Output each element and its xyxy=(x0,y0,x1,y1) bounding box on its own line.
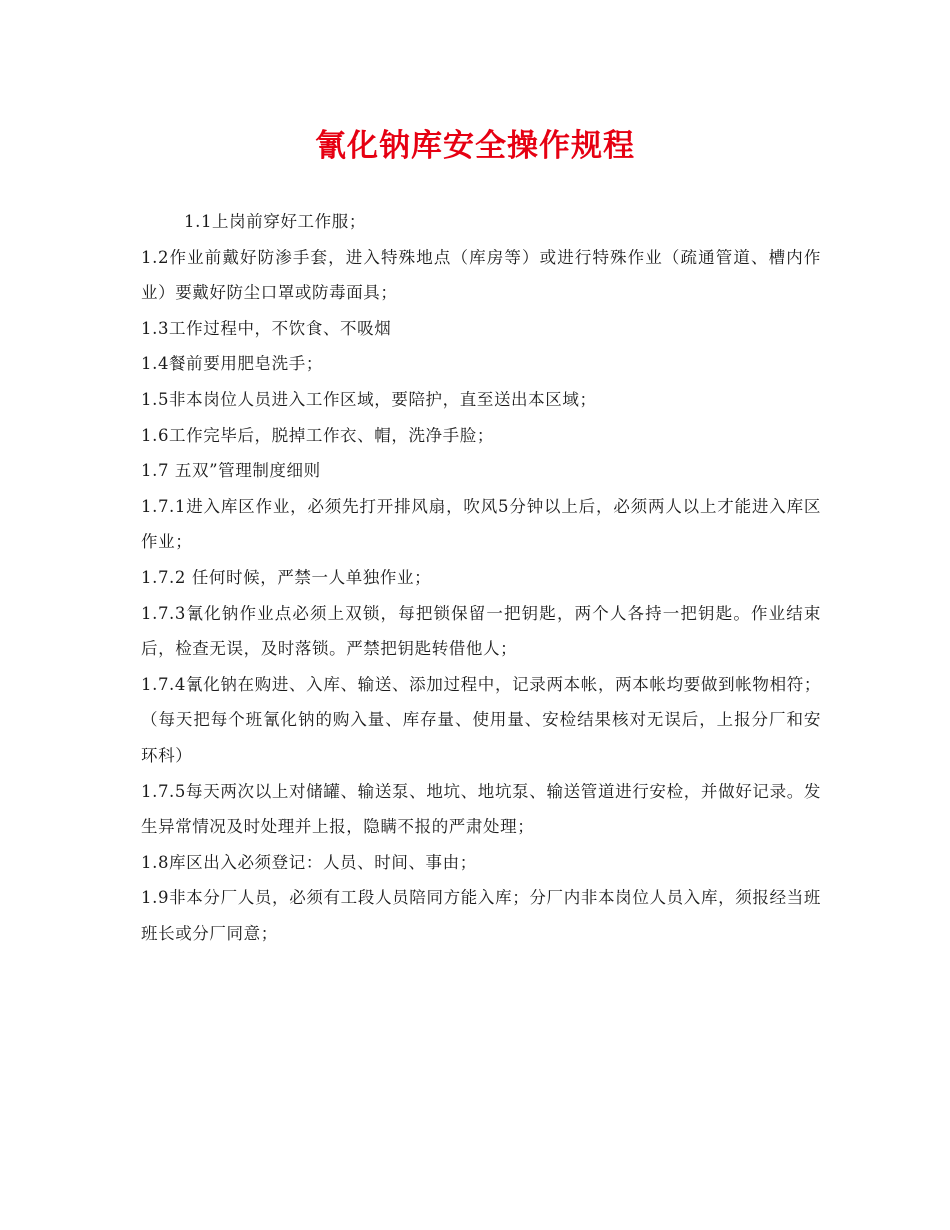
document-title: 氰化钠库安全操作规程 xyxy=(315,128,635,164)
paragraph-1-7: 1.7 五双”管理制度细则 xyxy=(141,461,321,481)
paragraph-1-7-2: 1.7.2 任何时候，严禁一人单独作业； xyxy=(141,567,432,587)
paragraph-1-7-1: 1.7.1进入库区作业，必须先打开排风扇，吹风5分钟以上后，必须两人以上才能进入库区作业； xyxy=(141,496,821,552)
document-body xyxy=(141,204,821,951)
paragraph-1-2: 1.2作业前戴好防渗手套，进入特殊地点（库房等）或进行特殊作业（疏通管道、槽内作业）要戴好防尘口罩或防毒面具； xyxy=(141,247,821,303)
paragraph-1-4: 1.4餐前要用肥皂洗手； xyxy=(141,354,323,374)
paragraph-1-5: 1.5非本岗位人员进入工作区域，要陪护，直至送出本区域； xyxy=(141,389,597,409)
paragraph-1-7-3: 1.7.3氰化钠作业点必须上双锁，每把锁保留一把钥匙，两个人各持一把钥匙。作业结束后，检查无误，及时落锁。严禁把钥匙转借他人； xyxy=(141,603,821,659)
paragraph-1-7-4: 1.7.4氰化钠在购进、入库、输送、添加过程中，记录两本帐，两本帐均要做到帐物相符；（每天把每个班氰化钠的购入量、库存量、使用量、安检结果核对无误后，上报分厂和安环科） xyxy=(141,674,821,765)
paragraph-1-3: 1.3工作过程中，不饮食、不吸烟 xyxy=(141,318,392,338)
paragraph-1-8: 1.8库区出入必须登记：人员、时间、事由； xyxy=(141,852,477,872)
paragraph-1-1: 1.1上岗前穿好工作服； xyxy=(184,212,366,231)
paragraph-1-9: 1.9非本分厂人员，必须有工段人员陪同方能入库；分厂内非本岗位人员入库，须报经当班班长或分厂同意； xyxy=(141,888,821,943)
paragraph-1-6: 1.6工作完毕后，脱掉工作衣、帽，洗净手脸； xyxy=(141,425,494,445)
paragraph-1-7-5: 1.7.5每天两次以上对储罐、输送泵、地坑、地坑泵、输送管道进行安检，并做好记录。发生异常情况及时处理并上报，隐瞒不报的严肃处理； xyxy=(141,781,821,837)
